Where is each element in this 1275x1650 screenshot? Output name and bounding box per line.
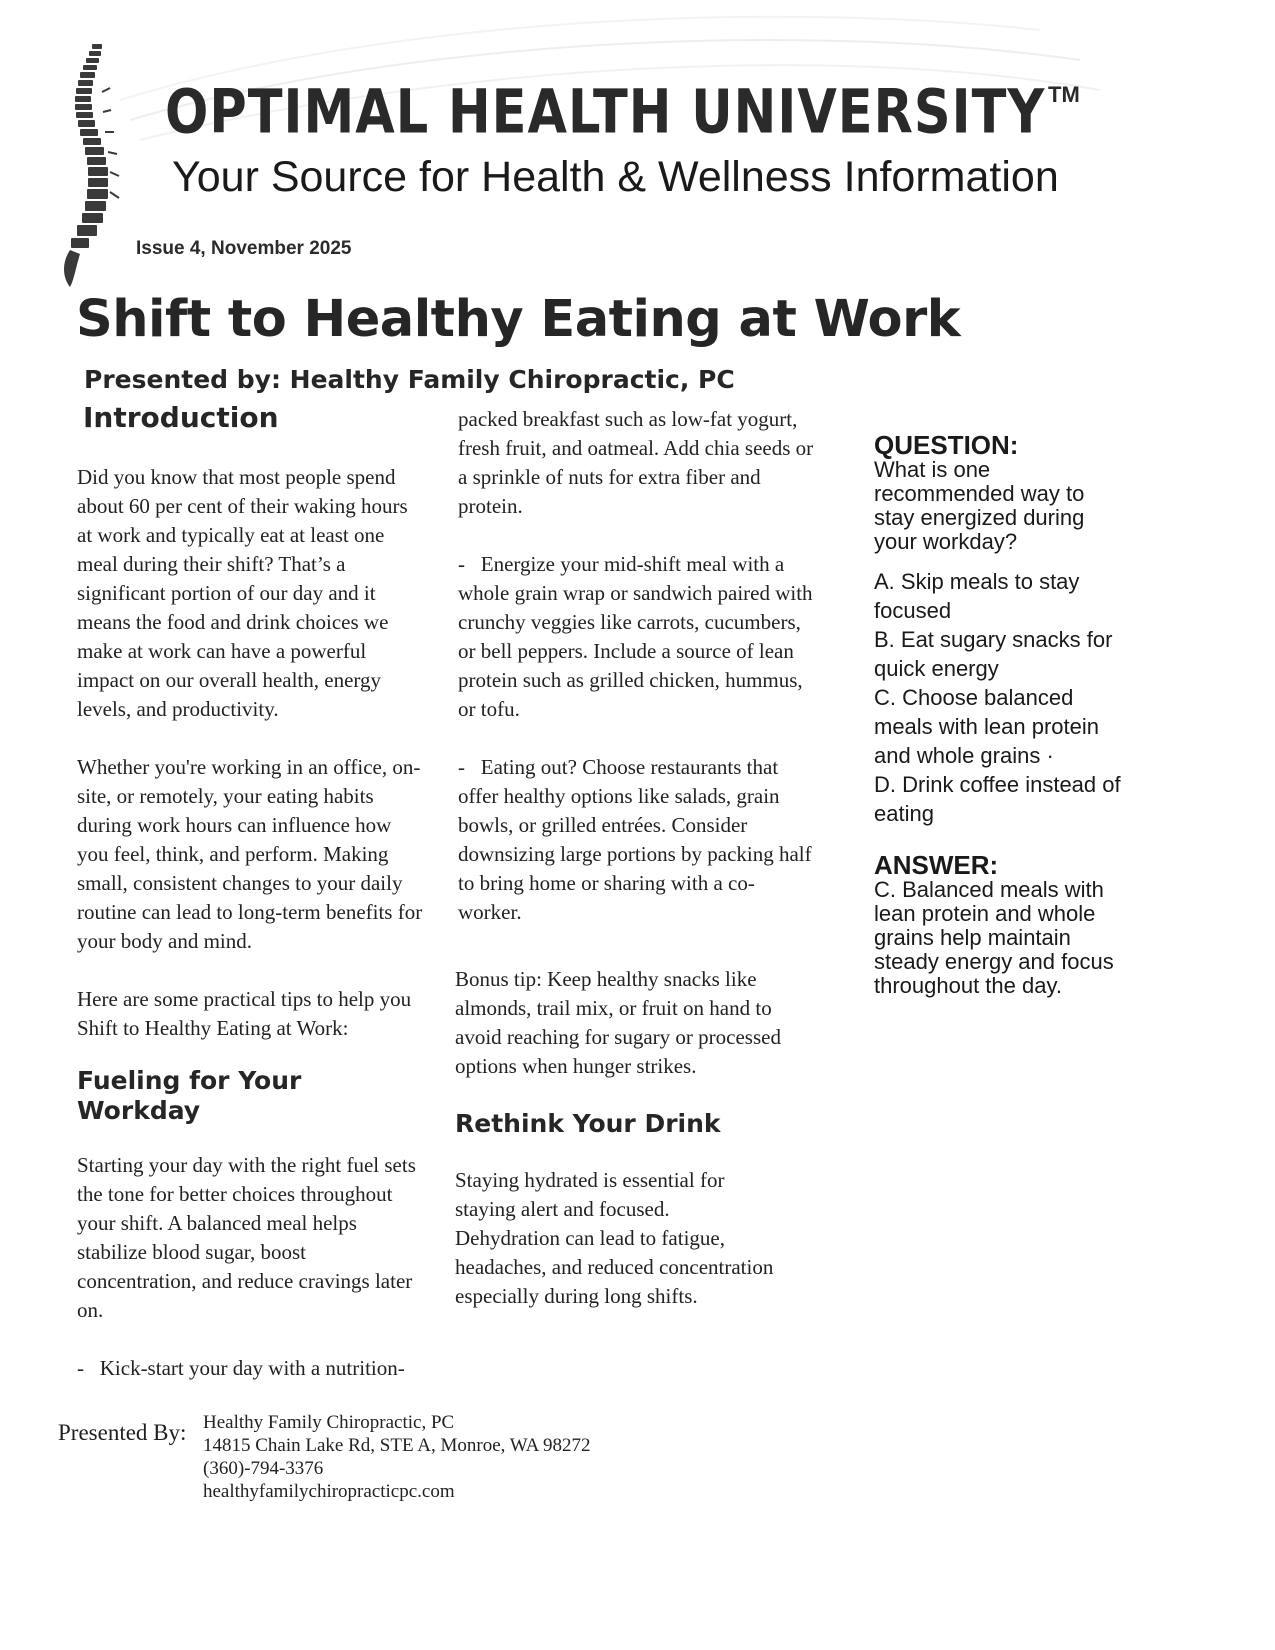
tagline: Your Source for Health & Wellness Information: [172, 153, 1059, 201]
footer-website-link[interactable]: healthyfamilychiropracticpc.com: [203, 1481, 455, 1502]
article-presenter: Presented by: Healthy Family Chiropractic, PC: [84, 365, 735, 394]
footer-practice-name: Healthy Family Chiropractic, PC: [203, 1412, 455, 1433]
question-text: What is one recommended way to stay energized during your workday?: [874, 457, 1085, 554]
footer-contact: [203, 1411, 591, 1503]
fueling-paragraph: Starting your day with the right fuel sets the tone for better choices throughout your shift. A balanced meal helps stabilize blood sugar, boost concentration, and reduce cravings later on.: [77, 1153, 416, 1322]
spine-illustration: [58, 42, 128, 292]
article-title: Shift to Healthy Eating at Work: [76, 290, 961, 349]
bonus-tip: Bonus tip: Keep healthy snacks like almonds, trail mix, or fruit on hand to avoid reaching for sugary or processed options when hunger strikes.: [455, 967, 781, 1078]
footer-address: 14815 Chain Lake Rd, STE A, Monroe, WA 98272: [203, 1435, 591, 1456]
footer-presented-label: Presented By:: [58, 1420, 187, 1445]
issue-date: Issue 4, November 2025: [136, 238, 352, 259]
rethink-drink-heading: Rethink Your Drink: [455, 1109, 721, 1138]
intro-paragraph-1: Did you know that most people spend about 60 per cent of their waking hours at work and typically eat at least one meal during their shift? That’s a significant portion of our day and it means the food and drink choices we make at work can have a powerful impact on our overall health, energy levels, and productivity.: [77, 465, 408, 721]
answer-options: [874, 567, 1124, 828]
brand-title: OPTIMAL HEALTH UNIVERSITY: [165, 78, 1046, 148]
question-label: QUESTION:: [874, 430, 1019, 460]
fueling-bullet-2: - Energize your mid-shift meal with a whole grain wrap or sandwich paired with crunchy veggies like carrots, cucumbers, or bell peppers. Include a source of lean protein such as grilled chicken, hummus, or tofu.: [458, 552, 818, 721]
trademark-symbol: TM: [1048, 82, 1080, 107]
quiz-box: [874, 432, 1124, 998]
option-c: C. Choose balanced meals with lean protein and whole grains ·: [874, 685, 1100, 768]
answer-text: C. Balanced meals with lean protein and whole grains help maintain steady energy and focus throughout the day.: [874, 877, 1114, 998]
answer-label: ANSWER:: [874, 850, 999, 880]
fueling-heading: Fueling for Your Workday: [77, 1066, 302, 1125]
option-d: D. Drink coffee instead of eating: [874, 772, 1121, 826]
fueling-bullet-1-start: - Kick-start your day with a nutrition-: [77, 1356, 405, 1380]
introduction-heading: Introduction: [83, 401, 279, 434]
intro-paragraph-2: Whether you're working in an office, on-site, or remotely, your eating habits during work hours can influence how you feel, think, and perform. Making small, consistent changes to your daily routine can lead to long-term benefits for your body and mind.: [77, 755, 423, 953]
column-middle: [455, 405, 818, 1311]
drink-paragraph: Staying hydrated is essential for staying alert and focused. Dehydration can lead to fatigue, headaches, and reduced concentration especially during long shifts.: [455, 1168, 774, 1308]
fueling-bullet-1-end: packed breakfast such as low-fat yogurt, fresh fruit, and oatmeal. Add chia seeds or a sprinkle of nuts for extra fiber and protein.: [458, 407, 814, 518]
option-a: A. Skip meals to stay focused: [874, 569, 1080, 623]
column-left: [77, 401, 427, 1383]
intro-paragraph-3: Here are some practical tips to help you Shift to Healthy Eating at Work:: [77, 987, 412, 1040]
option-b: B. Eat sugary snacks for quick energy: [874, 627, 1113, 681]
fueling-bullet-3: - Eating out? Choose restaurants that offer healthy options like salads, grain bowls, or grilled entrées. Consider downsizing large portions by packing half to bring home or sharing with a co-worker.: [458, 755, 817, 924]
footer-phone[interactable]: (360)-794-3376: [203, 1458, 324, 1479]
